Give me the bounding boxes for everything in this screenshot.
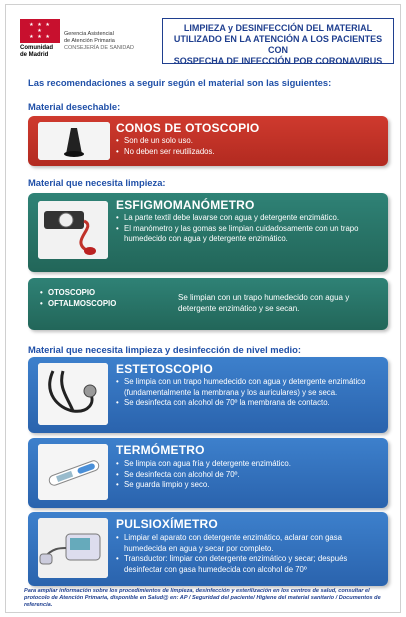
card-list bbox=[116, 459, 291, 491]
stars-icon: ★ ★ ★ ★ ★ ★ ★ bbox=[29, 22, 51, 40]
card-title: TERMÓMETRO bbox=[116, 443, 205, 457]
org-line-1: Gerencia Asistencial bbox=[64, 31, 114, 37]
list-item: • Se limpia con agua fría y detergente enzimático. bbox=[116, 459, 291, 470]
list-item: • OTOSCOPIO bbox=[40, 288, 116, 299]
list-item: • Se guarda limpio y seco. bbox=[116, 480, 291, 491]
card-thermometer bbox=[28, 438, 388, 508]
thermometer-image bbox=[38, 444, 108, 500]
card-list bbox=[116, 213, 378, 245]
section-cleaning: Material que necesita limpieza: bbox=[28, 177, 166, 188]
poster bbox=[5, 4, 401, 613]
poster-title bbox=[162, 18, 394, 64]
section-disposable: Material desechable: bbox=[28, 101, 121, 112]
comunidad-madrid-logo bbox=[20, 19, 60, 43]
organization-block bbox=[64, 31, 134, 52]
card-title: PULSIOXÍMETRO bbox=[116, 517, 218, 531]
card-title: ESTETOSCOPIO bbox=[116, 362, 213, 376]
list-item: • Transductor: limpiar con detergente enzimático y secar; después desinfectar con gasa humedecida con alcohol de 70º bbox=[116, 554, 384, 575]
card-list bbox=[116, 533, 384, 575]
card-title: ESFIGMOMANÓMETRO bbox=[116, 198, 255, 212]
card-sphygmomanometer bbox=[28, 193, 388, 272]
list-item: • Se desinfecta con alcohol de 70º la membrana de contacto. bbox=[116, 398, 382, 409]
title-line-1: LIMPIEZA y DESINFECCIÓN DEL MATERIAL bbox=[183, 23, 373, 33]
org-line-3: CONSEJERÍA DE SANIDAD bbox=[64, 45, 134, 51]
instrument-list bbox=[40, 288, 116, 309]
title-line-3: SOSPECHA DE INFECCIÓN POR CORONAVIRUS bbox=[173, 56, 383, 66]
section-disinfection: Material que necesita limpieza y desinfección de nivel medio: bbox=[28, 344, 302, 355]
list-item: • OFTALMOSCOPIO bbox=[40, 299, 116, 310]
card-otoscope-ophthalmoscope bbox=[28, 278, 388, 330]
sphygmomanometer-image bbox=[38, 201, 108, 259]
logo-text: Comunidad de Madrid bbox=[20, 45, 53, 58]
card-title: CONOS DE OTOSCOPIO bbox=[116, 121, 260, 135]
list-item: • La parte textil debe lavarse con agua y detergente enzimático. bbox=[116, 213, 378, 224]
card-description: Se limpian con un trapo humedecido con agua y detergente enzimático y se secan. bbox=[178, 293, 350, 313]
list-item: • Limpiar el aparato con detergente enzimático, aclarar con gasa humedecida en agua y secar por completo. bbox=[116, 533, 384, 554]
stethoscope-image bbox=[38, 363, 108, 425]
intro-text: Las recomendaciones a seguir según el material son las siguientes: bbox=[28, 77, 332, 88]
list-item: • Son de un solo uso. bbox=[116, 136, 215, 147]
org-line-2: de Atención Primaria bbox=[64, 38, 115, 44]
list-item: • El manómetro y las gomas se limpian cuidadosamente con un trapo humedecido con agua y detergente enzimático. bbox=[116, 224, 378, 245]
card-list bbox=[116, 377, 382, 409]
card-otoscope-cones bbox=[28, 116, 388, 166]
list-item: • Se limpia con un trapo humedecido con agua y detergente enzimático (fundamentalmente la membrana y los auriculares) y se seca. bbox=[116, 377, 382, 398]
list-item: • No deben ser reutilizados. bbox=[116, 147, 215, 158]
otoscope-cone-image bbox=[38, 122, 110, 160]
footer-note: Para ampliar información sobre los procedimientos de limpieza, desinfección y esterilización en los centros de salud, consultar el protocolo de Atención Primaria, disponible en Salud@ en: AP / Seguridad del paciente/ Higiene del material sanitario / Documentos de referencia. bbox=[24, 588, 381, 608]
card-stethoscope bbox=[28, 357, 388, 433]
title-line-2: UTILIZADO EN LA ATENCIÓN A LOS PACIENTES CON bbox=[173, 34, 383, 55]
pulse-oximeter-image bbox=[38, 518, 108, 578]
list-item: • Se desinfecta con alcohol de 70º. bbox=[116, 470, 291, 481]
card-list bbox=[116, 136, 215, 157]
card-pulse-oximeter bbox=[28, 512, 388, 586]
